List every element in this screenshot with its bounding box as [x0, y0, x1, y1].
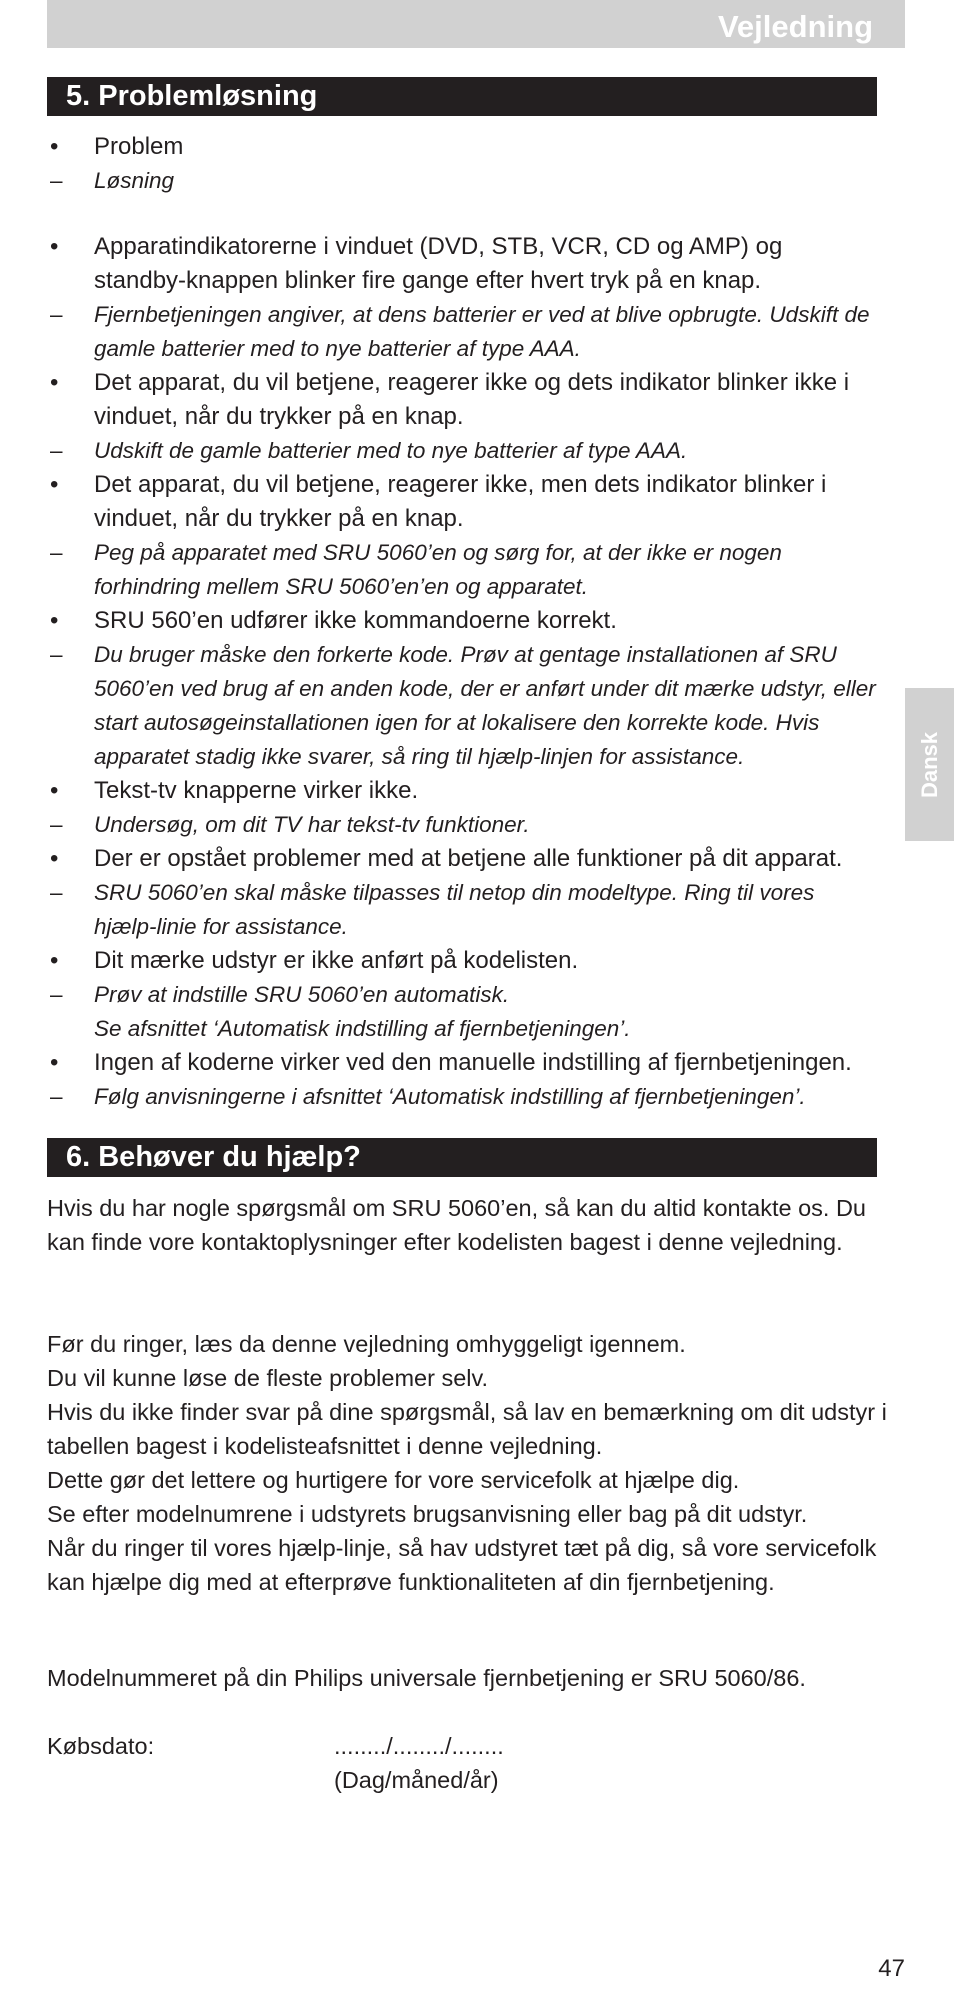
dash-mark: – [50, 642, 63, 667]
problem-text: Det apparat, du vil betjene, reagerer ikke og dets indikator blinker ikke i vinduet, når du trykker på en knap. [94, 369, 850, 430]
help-line: Dette gør det lettere og hurtigere for vore servicefolk at hjælpe dig. [47, 1467, 740, 1493]
solution-text: Udskift de gamle batterier med to nye batterier af type AAA. [94, 438, 688, 463]
header-title: Vejledning [717, 9, 873, 44]
purchase-date-label: Købsdato: [47, 1733, 155, 1759]
model-number-paragraph: Modelnummeret på din Philips universale fjernbetjening er SRU 5060/86. [47, 1665, 806, 1691]
dash-mark: – [50, 168, 63, 193]
purchase-date-blank: ......../......../........ [334, 1733, 504, 1759]
legend-solution [47, 164, 877, 198]
dash-mark: – [50, 1084, 63, 1109]
problem-item [47, 366, 877, 434]
legend-list [47, 130, 877, 198]
bullet-mark: • [50, 1049, 59, 1076]
language-tab-label: Dansk [916, 731, 942, 798]
solution-text: Du bruger måske den forkerte kode. Prøv at gentage installationen af SRU 5060’en ved brug af en anden kode, der er anført under dit mærke udstyr, eller start autosøgeinstallationen igen for at lokalisere den korrekte kode. Hvis apparatet stadig ikke svarer, så ring til hjælp-linjen for assistance. [94, 642, 876, 769]
bullet-mark: • [50, 233, 59, 260]
problem-text: Apparatindikatorerne i vinduet (DVD, STB, VCR, CD og AMP) og standby-knappen blinker fire gange efter hvert tryk på en knap. [94, 233, 783, 294]
bullet-mark: • [50, 607, 59, 634]
problem-item [47, 842, 877, 876]
dash-mark: – [50, 982, 63, 1007]
solution-item [47, 1080, 877, 1114]
solution-text: Følg anvisningerne i afsnittet ‘Automatisk indstilling af fjernbetjeningen’. [94, 1084, 806, 1109]
solution-item [47, 434, 877, 468]
problem-item [47, 468, 877, 536]
problem-text: Der er opstået problemer med at betjene alle funktioner på dit apparat. [94, 845, 843, 872]
bullet-mark: • [50, 471, 59, 498]
language-tab [905, 688, 954, 841]
problem-item [47, 774, 877, 808]
dash-mark: – [50, 540, 63, 565]
problem-item [47, 1046, 877, 1080]
solution-text: SRU 5060’en skal måske tilpasses til netop din modeltype. Ring til vores hjælp-linie for assistance. [94, 880, 815, 939]
section-heading-need-help: 6. Behøver du hjælp? [47, 1138, 877, 1177]
dash-mark: – [50, 438, 63, 463]
bullet-mark: • [50, 845, 59, 872]
solution-text: Fjernbetjeningen angiver, at dens batterier er ved at blive opbrugte. Udskift de gamle batterier med to nye batterier af type AAA. [94, 302, 870, 361]
solution-text: Prøv at indstille SRU 5060’en automatisk. Se afsnittet ‘Automatisk indstilling af fjernbetjeningen’. [94, 982, 631, 1041]
problem-item [47, 230, 877, 298]
bullet-mark: • [50, 369, 59, 396]
solution-item [47, 298, 877, 366]
dash-mark: – [50, 302, 63, 327]
problem-text: Tekst-tv knapperne virker ikke. [94, 777, 419, 804]
problem-text: SRU 560’en udfører ikke kommandoerne korrekt. [94, 607, 617, 634]
purchase-date-format-hint: (Dag/måned/år) [334, 1767, 499, 1793]
problem-text: Dit mærke udstyr er ikke anført på kodelisten. [94, 947, 579, 974]
help-line: Se efter modelnumrene i udstyrets brugsanvisning eller bag på dit udstyr. [47, 1501, 808, 1527]
help-line: Når du ringer til vores hjælp-linje, så hav udstyret tæt på dig, så vore servicefolk kan hjælpe dig med at efterprøve funktionaliteten af din fjernbetjening. [47, 1535, 877, 1595]
legend-solution-text: Løsning [94, 168, 175, 193]
problem-list [47, 230, 877, 1114]
legend-problem [47, 130, 877, 164]
solution-item [47, 876, 877, 944]
section-heading-problem-solving: 5. Problemløsning [47, 77, 877, 116]
problem-item [47, 944, 877, 978]
problem-text: Det apparat, du vil betjene, reagerer ikke, men dets indikator blinker i vinduet, når du trykker på en knap. [94, 471, 827, 532]
bullet-mark: • [50, 777, 59, 804]
solution-item [47, 638, 877, 774]
help-paragraph-before-calling [47, 1327, 887, 1599]
dash-mark: – [50, 880, 63, 905]
solution-item [47, 536, 877, 604]
legend-problem-text: Problem [94, 133, 184, 160]
help-line: Før du ringer, læs da denne vejledning omhyggeligt igennem. [47, 1331, 686, 1357]
bullet-mark: • [50, 947, 59, 974]
solution-text: Peg på apparatet med SRU 5060’en og sørg for, at der ikke er nogen forhindring mellem SRU 5060’en’en og apparatet. [94, 540, 782, 599]
help-paragraph-contact: Hvis du har nogle spørgsmål om SRU 5060’en, så kan du altid kontakte os. Du kan finde vore kontaktoplysninger efter kodelisten bagest i denne vejledning. [47, 1195, 867, 1255]
dash-mark: – [50, 812, 63, 837]
help-line: Hvis du ikke finder svar på dine spørgsmål, så lav en bemærkning om dit udstyr i tabellen bagest i kodelisteafsnittet i denne vejledning. [47, 1399, 887, 1459]
page-number: 47 [878, 1955, 905, 1982]
bullet-mark: • [50, 133, 59, 160]
solution-item [47, 808, 877, 842]
solution-text: Undersøg, om dit TV har tekst-tv funktioner. [94, 812, 530, 837]
problem-item [47, 604, 877, 638]
header-bar [47, 0, 905, 48]
help-line: Du vil kunne løse de fleste problemer selv. [47, 1365, 489, 1391]
problem-text: Ingen af koderne virker ved den manuelle indstilling af fjernbetjeningen. [94, 1049, 852, 1076]
solution-item [47, 978, 877, 1046]
